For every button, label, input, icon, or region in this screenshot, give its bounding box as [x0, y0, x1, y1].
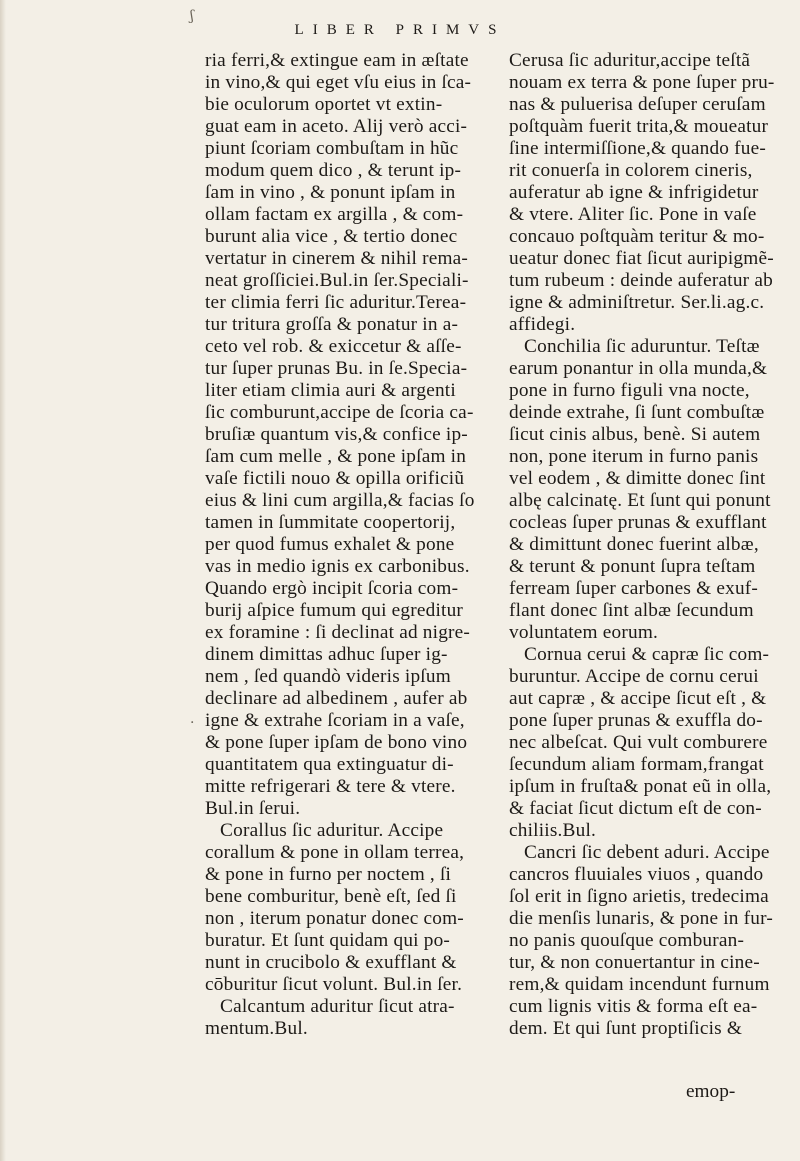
text-line: tur ſuper prunas Bu. in ſe.Specia- [205, 358, 468, 379]
text-line: vaſe fictili nouo & opilla orificiũ [205, 468, 465, 489]
text-line: ſecundum aliam formam,frangat [509, 754, 764, 775]
text-line: tamen in ſummitate coopertorij, [205, 512, 456, 533]
text-line: aut capræ , & accipe ſicut eſt , & [509, 688, 767, 709]
text-line: bie oculorum oportet vt extin- [205, 94, 443, 115]
text-line: cōburitur ſicut volunt. Bul.in ſer. [205, 974, 463, 995]
text-line: ceto vel rob. & exiccetur & aſſe- [205, 336, 462, 357]
text-line: cancros fluuiales viuos , quando [509, 864, 764, 885]
text-line: rit conuerſa in colorem cineris, [509, 160, 753, 181]
text-line: ſam cum melle , & pone ipſam in [205, 446, 467, 467]
right-column [509, 50, 794, 1040]
text-line: ſine intermiſſione,& quando fue- [509, 138, 766, 159]
text-line: in vino,& qui eget vſu eius in ſca- [205, 72, 472, 93]
text-line: burunt alia vice , & tertio donec [205, 226, 458, 247]
text-line: chiliis.Bul. [509, 820, 597, 841]
text-line: ria ferri,& extingue eam in æſtate [205, 50, 469, 71]
text-line: ſic comburunt,accipe de ſcoria ca- [205, 402, 474, 423]
text-line: tum rubeum : deinde auferatur ab [509, 270, 773, 291]
text-line: ſam in vino , & ponunt ipſam in [205, 182, 456, 203]
text-line: neat groſſiciei.Bul.in ſer.Speciali- [205, 270, 469, 291]
text-line: declinare ad albedinem , aufer ab [205, 688, 468, 709]
text-line: nem , ſed quandò videris ipſum [205, 666, 451, 687]
text-line: nas & puluerisa deſuper ceruſam [509, 94, 766, 115]
text-line: & faciat ſicut dictum eſt de con- [509, 798, 762, 819]
text-line: vas in medio ignis ex carbonibus. [205, 556, 470, 577]
text-line: bruſiæ quantum vis,& confice ip- [205, 424, 468, 445]
text-line: nec albeſcat. Qui vult comburere [509, 732, 768, 753]
text-line: deinde extrahe, ſi ſunt combuſtæ [509, 402, 765, 423]
text-line: vertatur in cinerem & nihil rema- [205, 248, 469, 269]
text-line: ferream ſuper carbones & exuf- [509, 578, 759, 599]
text-line: Conchilia ſic aduruntur. Teſtæ [509, 336, 760, 357]
text-line: ſicut cinis albus, benè. Si autem [509, 424, 761, 445]
text-line: Cornua cerui & capræ ſic com- [509, 644, 770, 665]
text-line: auferatur ab igne & infrigidetur [509, 182, 759, 203]
text-line: affidegi. [509, 314, 576, 335]
text-line: no panis quouſque comburan- [509, 930, 745, 951]
text-line: ipſum in fruſta& ponat eũ in olla, [509, 776, 772, 797]
text-line: eius & lini cum argilla,& facias ſo [205, 490, 475, 511]
text-line: Corallus ſic aduritur. Accipe [205, 820, 444, 841]
text-line: Cerusa ſic aduritur,accipe teſtã [509, 50, 751, 71]
text-line: ollam factam ex argilla , & com- [205, 204, 464, 225]
text-line: die menſis lunaris, & pone in fur- [509, 908, 773, 929]
text-line: rem,& quidam incendunt furnum [509, 974, 770, 995]
text-line: quantitatem qua extinguatur di- [205, 754, 454, 775]
text-line: earum ponantur in olla munda,& [509, 358, 768, 379]
text-line: & pone ſuper ipſam de bono vino [205, 732, 468, 753]
text-line: Calcantum aduritur ſicut atra- [205, 996, 455, 1017]
margin-mark: ʃ [190, 8, 194, 24]
text-line: albę calcinatę. Et ſunt qui ponunt [509, 490, 771, 511]
text-line: mentum.Bul. [205, 1018, 308, 1039]
text-line: liter etiam climia auri & argenti [205, 380, 456, 401]
text-line: non, pone iterum in furno panis [509, 446, 759, 467]
text-line: pone ſuper prunas & exuffla do- [509, 710, 763, 731]
text-line: igne & extrahe ſcoriam in a vaſe, [205, 710, 465, 731]
text-line: pone in furno figuli vna nocte, [509, 380, 750, 401]
text-line: bene comburitur, benè eſt, ſed ſi [205, 886, 457, 907]
text-line: & pone in furno per noctem , ſi [205, 864, 452, 885]
text-line: tur tritura groſſa & ponatur in a- [205, 314, 459, 335]
text-line: ter climia ferri ſic aduritur.Terea- [205, 292, 467, 313]
page-edge [0, 0, 6, 1161]
text-line: flant donec ſint albæ ſecundum [509, 600, 754, 621]
text-line: cum lignis vitis & forma eſt ea- [509, 996, 758, 1017]
text-line: buratur. Et ſunt quidam qui po- [205, 930, 451, 951]
text-line: & terunt & ponunt ſupra teſtam [509, 556, 756, 577]
text-line: corallum & pone in ollam terrea, [205, 842, 465, 863]
text-line: ſol erit in ſigno arietis, tredecima [509, 886, 769, 907]
text-line: modum quem dico , & terunt ip- [205, 160, 462, 181]
text-line: per quod fumus exhalet & pone [205, 534, 455, 555]
text-line: dem. Et qui ſunt proptiſicis & [509, 1018, 743, 1039]
text-line: voluntatem eorum. [509, 622, 659, 643]
text-line: nunt in crucibolo & exufflant & [205, 952, 457, 973]
text-line: buruntur. Accipe de cornu cerui [509, 666, 759, 687]
text-line: tur, & non conuertantur in cine- [509, 952, 760, 973]
text-line: nouam ex terra & pone ſuper pru- [509, 72, 775, 93]
margin-mark: · [190, 715, 195, 731]
text-line: poſtquàm fuerit trita,& moueatur [509, 116, 769, 137]
text-line: Bul.in ſerui. [205, 798, 301, 819]
text-line: piunt ſcoriam combuſtam in hũc [205, 138, 459, 159]
text-line: mitte refrigerari & tere & vtere. [205, 776, 456, 797]
text-line: guat eam in aceto. Alij verò acci- [205, 116, 468, 137]
text-line: non , iterum ponatur donec com- [205, 908, 464, 929]
running-header: LIBER PRIMVS [294, 22, 506, 38]
text-line: Quando ergò incipit ſcoria com- [205, 578, 459, 599]
text-line: cocleas ſuper prunas & exufflant [509, 512, 767, 533]
catchword: emop- [686, 1081, 736, 1102]
text-line: Cancri ſic debent aduri. Accipe [509, 842, 770, 863]
text-line: burij aſpice fumum qui egreditur [205, 600, 464, 621]
text-line: concauo poſtquàm teritur & mo- [509, 226, 765, 247]
text-line: ex foramine : ſi declinat ad nigre- [205, 622, 471, 643]
text-line: & dimittunt donec fuerint albæ, [509, 534, 759, 555]
text-line: igne & adminiſtretur. Ser.li.ag.c. [509, 292, 765, 313]
left-column [205, 50, 495, 1040]
text-line: ueatur donec fiat ſicut auripigmẽ- [509, 248, 774, 269]
text-line: & vtere. Aliter ſic. Pone in vaſe [509, 204, 757, 225]
text-line: dinem dimittas adhuc ſuper ig- [205, 644, 448, 665]
text-line: vel eodem , & dimitte donec ſint [509, 468, 766, 489]
